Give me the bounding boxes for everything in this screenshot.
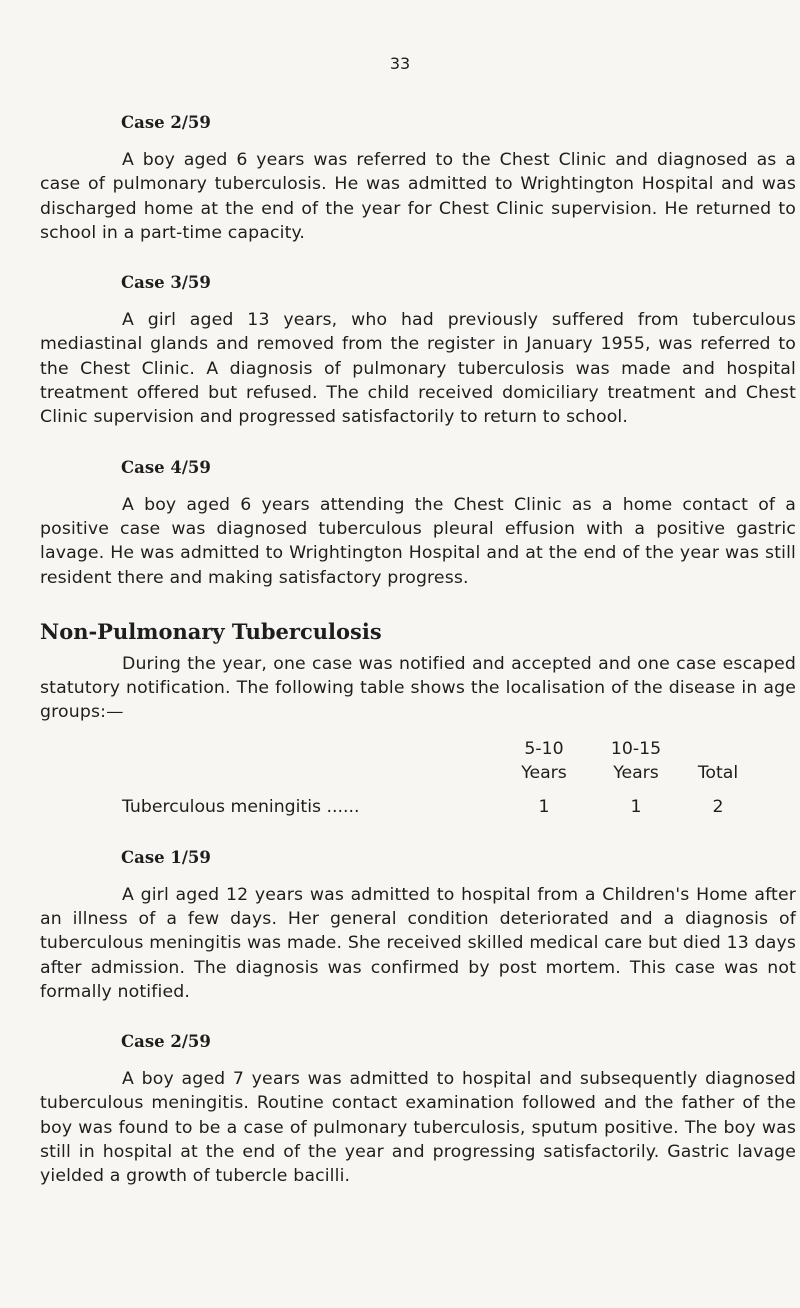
column-header: Years bbox=[613, 763, 659, 784]
table-cell: 1 bbox=[630, 797, 642, 818]
row-label: Tuberculous meningitis ...... bbox=[122, 797, 360, 818]
column-header: Total bbox=[697, 763, 739, 784]
table-cell: 1 bbox=[538, 797, 550, 818]
case-heading: Case 3/59 bbox=[121, 273, 211, 293]
case-paragraph: A boy aged 6 years attending the Chest Clinic as a home contact of a positive case was diagnosed tuberculous pleural effusion with a positive gastric lavage. He was admitted to Wrightington Hospital and at the end of the year was still resident there and making satisfactory progress. bbox=[40, 494, 796, 588]
page-content bbox=[40, 112, 796, 1189]
table-corner bbox=[40, 737, 498, 761]
table-row bbox=[40, 795, 796, 819]
case-heading: Case 4/59 bbox=[121, 457, 211, 477]
column-header bbox=[682, 737, 754, 761]
column-header: Years bbox=[521, 763, 567, 784]
case-paragraph: A girl aged 12 years was admitted to hospital from a Children's Home after an illness of a few days. Her general condition deteriorated and a diagnosis of tuberculous meningitis was made. She received skilled medical care but died 13 days after admission. The diagnosis was confirmed by post mortem. This case was not formally notified. bbox=[40, 884, 796, 1002]
case-paragraph: A girl aged 13 years, who had previously suffered from tuberculous mediastinal glands and removed from the register in January 1955, was referred to the Chest Clinic. A diagnosis of pulmonary tuberculosis was made and hospital treatment offered but refused. The child received domiciliary treatment and Chest Clinic supervision and progressed satisfactorily to return to school. bbox=[40, 310, 796, 428]
table-corner bbox=[40, 761, 498, 785]
section-heading: Non-Pulmonary Tuberculosis bbox=[40, 618, 382, 644]
case-heading: Case 1/59 bbox=[121, 847, 211, 867]
table-header-row-1 bbox=[40, 737, 796, 761]
column-header: 5-10 bbox=[524, 738, 564, 759]
case-paragraph: A boy aged 6 years was referred to the Chest Clinic and diagnosed as a case of pulmonary tuberculosis. He was admitted to Wrightington Hospital and was discharged home at the end of the year for Chest Clinic supervision. He returned to school in a part-time capacity. bbox=[40, 150, 796, 243]
section-intro: During the year, one case was notified and accepted and one case escaped statutory notification. The following table shows the localisation of the disease in age groups:— bbox=[40, 653, 796, 723]
case-paragraph: A boy aged 7 years was admitted to hospital and subsequently diagnosed tuberculous meningitis. Routine contact examination followed and the father of the boy was found to be a case of pulmonary tuberculosis, sputum positive. The boy was still in hospital at the end of the year and progressing satisfactorily. Gastric lavage yielded a growth of tubercle bacilli. bbox=[40, 1069, 796, 1187]
age-group-table bbox=[40, 737, 796, 820]
case-heading: Case 2/59 bbox=[121, 1032, 211, 1052]
table-cell: 2 bbox=[712, 797, 724, 818]
column-header: 10-15 bbox=[610, 738, 662, 759]
table-header-row-2 bbox=[40, 761, 796, 785]
page-number: 33 bbox=[389, 54, 411, 73]
case-heading: Case 2/59 bbox=[121, 113, 211, 132]
